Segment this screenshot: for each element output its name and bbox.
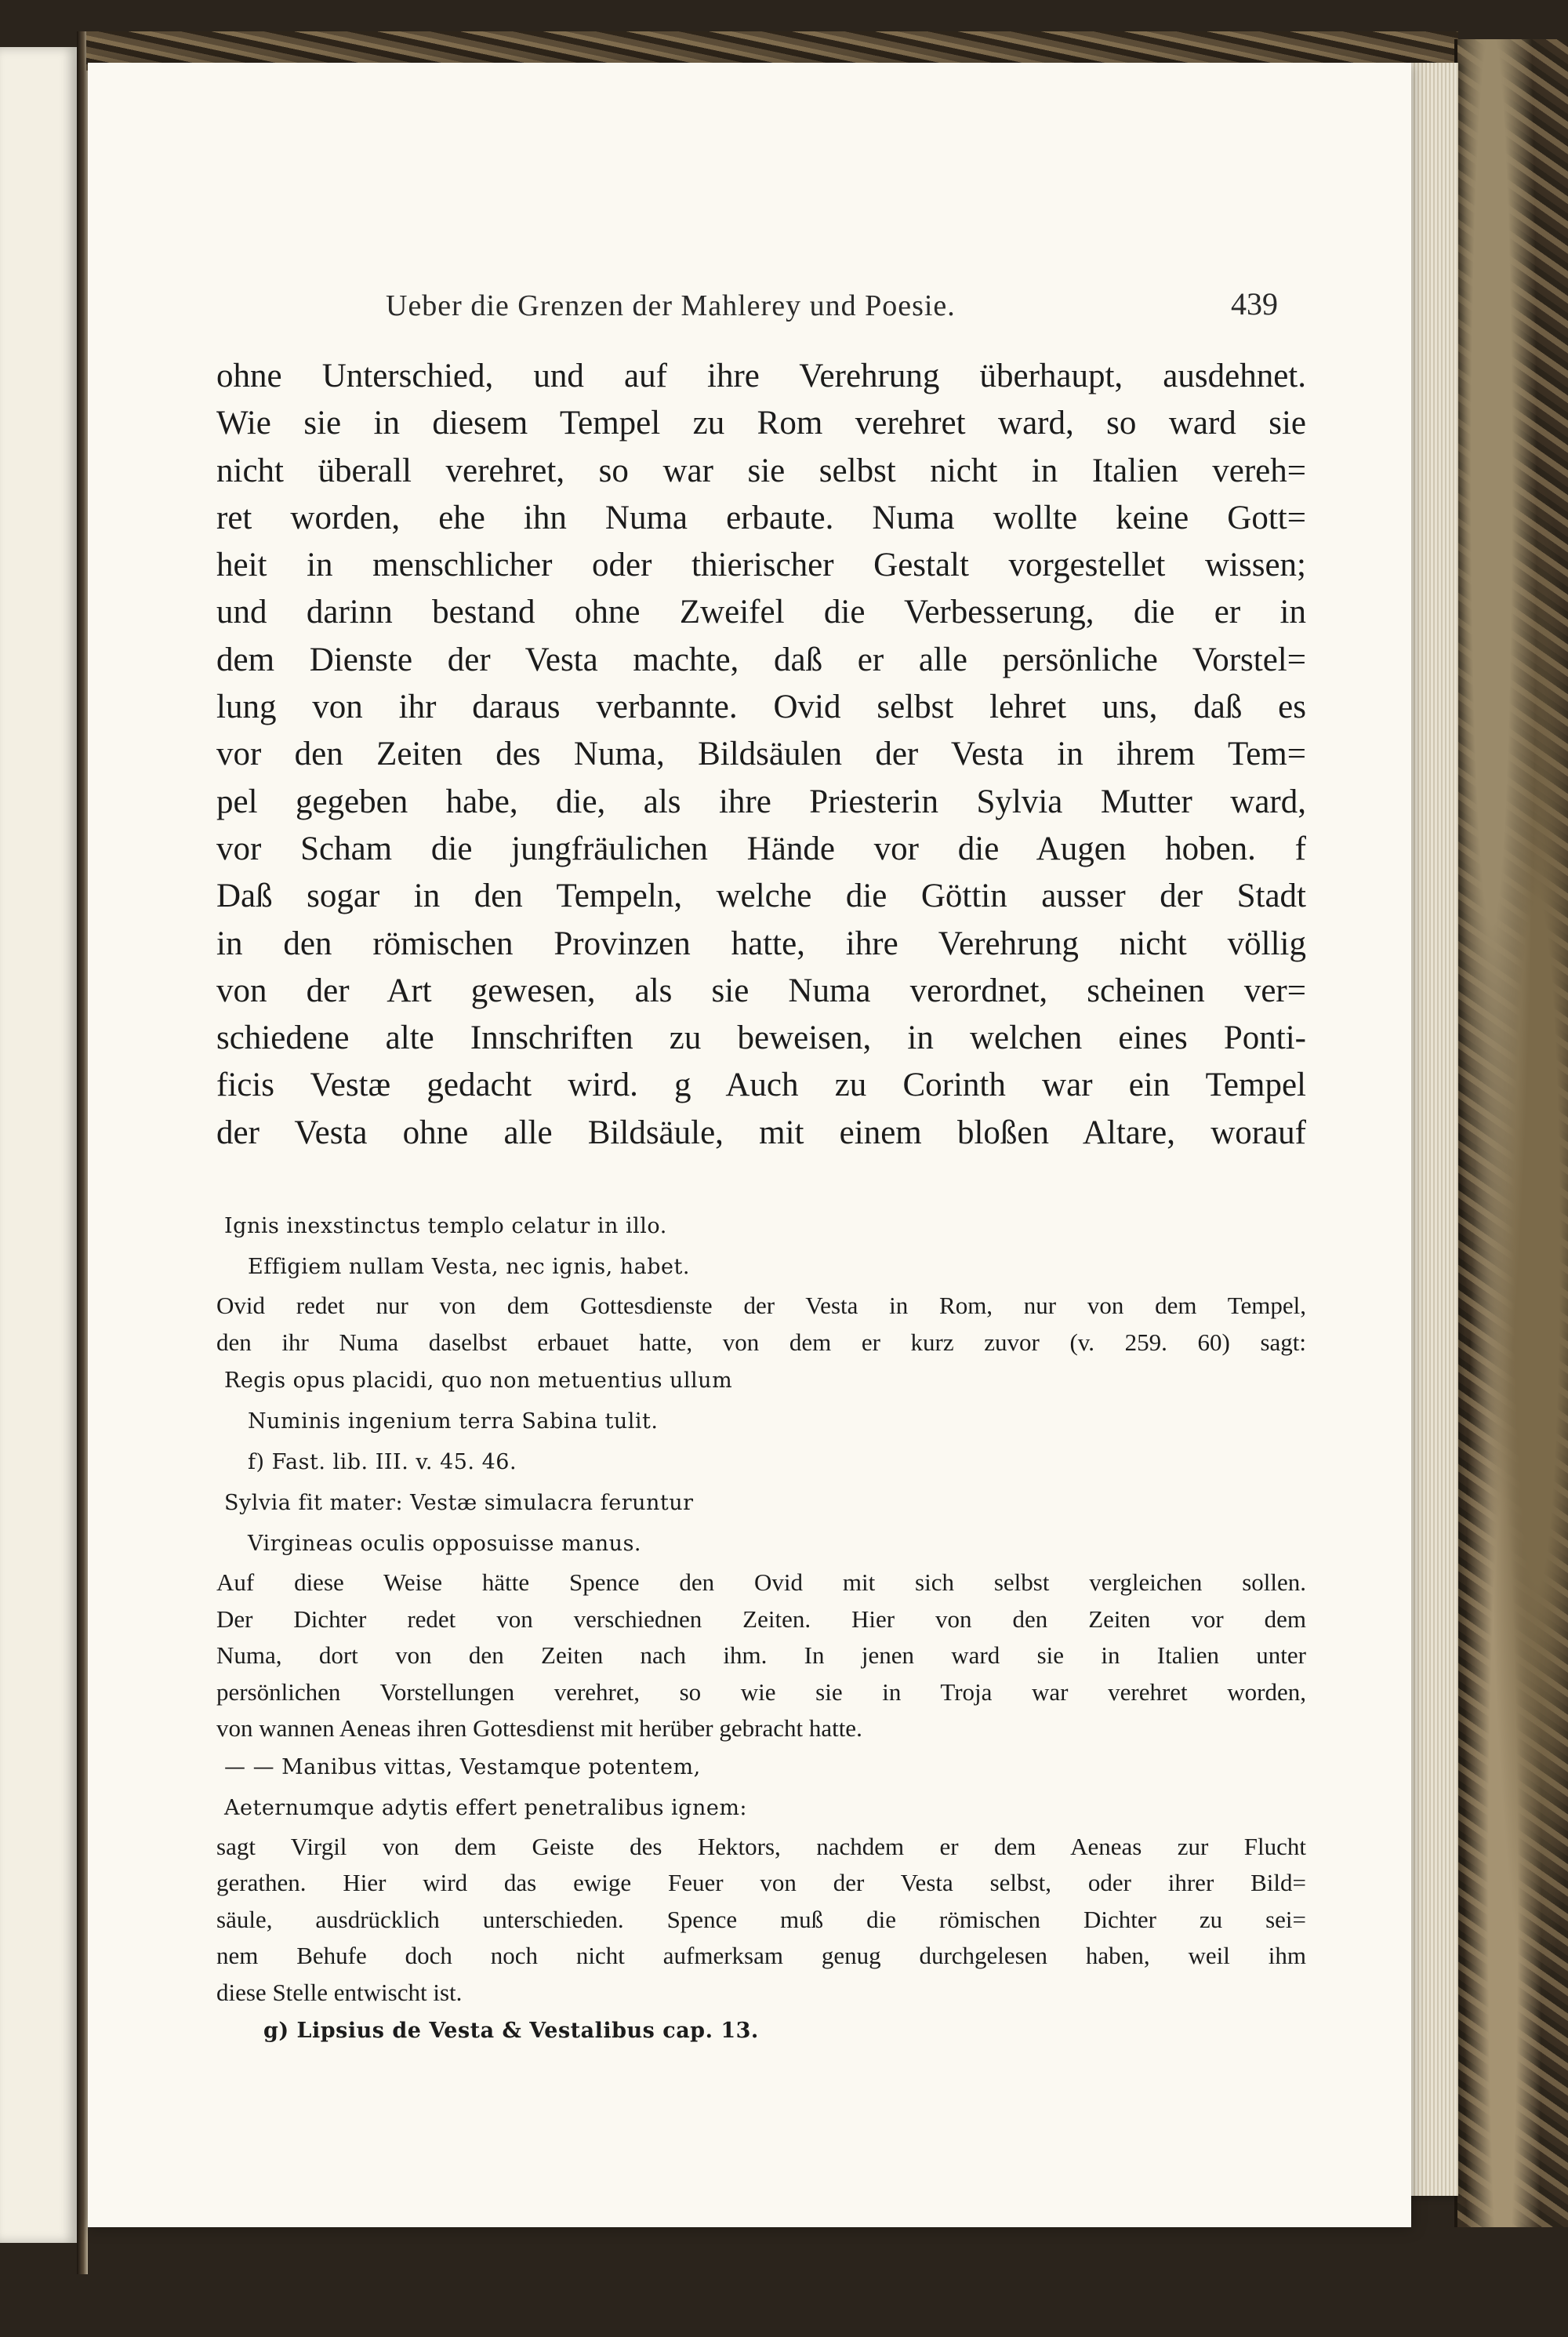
text-line: lung von ihr daraus verbannte. Ovid selbst lehret uns, daß es [216, 689, 1306, 726]
text-line: der Vesta ohne alle Bildsäule, mit einem bloßen Altare, worauf [216, 1114, 1306, 1151]
main-text [216, 353, 1306, 1157]
text-line: von der Art gewesen, als sie Numa verordnet, scheinen ver= [216, 972, 1306, 1009]
text-line: Daß sogar in den Tempeln, welche die Göttin ausser der Stadt [216, 878, 1306, 915]
text-line: schiedene alte Innschriften zu beweisen, in welchen eines Ponti- [216, 1019, 1306, 1057]
marbled-cover-right [1454, 39, 1568, 2227]
book-page [88, 63, 1411, 2227]
text-line: ficis Vestæ gedacht wird. g Auch zu Corinth war ein Tempel [216, 1067, 1306, 1104]
note-line: den ihr Numa daselbst erbauet hatte, von dem er kurz zuvor (v. 259. 60) sagt: [216, 1328, 1306, 1356]
latin-verse: — — Manibus vittas, Vestamque potentem, [224, 1754, 701, 1779]
running-head: Ueber die Grenzen der Mahlerey und Poesie. [386, 289, 956, 322]
text-line: Wie sie in diesem Tempel zu Rom verehret ward, so ward sie [216, 405, 1306, 442]
latin-verse: Ignis inexstinctus templo celatur in illo. [224, 1214, 667, 1238]
page-stack-edge [1403, 63, 1458, 2196]
page-number: 439 [1231, 286, 1278, 322]
note-line: Numa, dort von den Zeiten nach ihm. In jenen ward sie in Italien unter [216, 1641, 1306, 1669]
note-line: diese Stelle entwischt ist. [216, 1978, 463, 2006]
note-line: nem Behufe doch noch nicht aufmerksam genug durchgelesen haben, weil ihm [216, 1942, 1306, 1969]
text-line: und darinn bestand ohne Zweifel die Verbesserung, die er in [216, 594, 1306, 631]
text-line: vor Scham die jungfräulichen Hände vor die Augen hoben. f [216, 830, 1306, 867]
note-line: persönlichen Vorstellungen verehret, so wie sie in Troja war verehret worden, [216, 1677, 1306, 1706]
text-line: in den römischen Provinzen hatte, ihre Verehrung nicht völlig [216, 925, 1306, 962]
latin-verse: Numinis ingenium terra Sabina tulit. [248, 1409, 659, 1434]
note-line: säule, ausdrücklich unterschieden. Spence muß die römischen Dichter zu sei= [216, 1905, 1306, 1933]
footnote-f: f) Fast. lib. III. v. 45. 46. [248, 1450, 517, 1474]
note-line: sagt Virgil von dem Geiste des Hektors, nachdem er dem Aeneas zur Flucht [216, 1832, 1306, 1860]
book-gutter [77, 31, 88, 2274]
latin-verse: Sylvia fit mater: Vestæ simulacra feruntur [224, 1491, 694, 1515]
text-line: nicht überall verehret, so war sie selbst nicht in Italien vereh= [216, 452, 1306, 489]
text-line: dem Dienste der Vesta machte, daß er alle persönliche Vorstel= [216, 641, 1306, 678]
note-line: Der Dichter redet von verschiednen Zeiten. Hier von den Zeiten vor dem [216, 1605, 1306, 1633]
left-page-edge [0, 47, 82, 2243]
latin-verse: Effigiem nullam Vesta, nec ignis, habet. [248, 1255, 690, 1279]
text-line: heit in menschlicher oder thierischer Gestalt vorgestellet wissen; [216, 547, 1306, 584]
text-line: pel gegeben habe, die, als ihre Priesterin Sylvia Mutter ward, [216, 783, 1306, 820]
latin-verse: Regis opus placidi, quo non metuentius ullum [224, 1368, 733, 1393]
text-line: ohne Unterschied, und auf ihre Verehrung überhaupt, ausdehnet. [216, 358, 1306, 394]
note-line: Auf diese Weise hätte Spence den Ovid mit sich selbst vergleichen sollen. [216, 1568, 1306, 1596]
latin-verse: Aeternumque adytis effert penetralibus ignem: [224, 1795, 748, 1820]
note-line: gerathen. Hier wird das ewige Feuer von der Vesta selbst, oder ihrer Bild= [216, 1869, 1306, 1896]
footnote-g: g) Lipsius de Vesta & Vestalibus cap. 13. [263, 2019, 759, 2043]
latin-verse: Virgineas oculis opposuisse manus. [248, 1532, 642, 1556]
text-line: ret worden, ehe ihn Numa erbaute. Numa wollte keine Gott= [216, 499, 1306, 536]
footnotes [216, 1206, 1306, 2052]
note-line: von wannen Aeneas ihren Gottesdienst mit herüber gebracht hatte. [216, 1714, 862, 1742]
text-line: vor den Zeiten des Numa, Bildsäulen der Vesta in ihrem Tem= [216, 736, 1306, 773]
note-line: Ovid redet nur von dem Gottesdienste der Vesta in Rom, nur von dem Tempel, [216, 1292, 1306, 1319]
